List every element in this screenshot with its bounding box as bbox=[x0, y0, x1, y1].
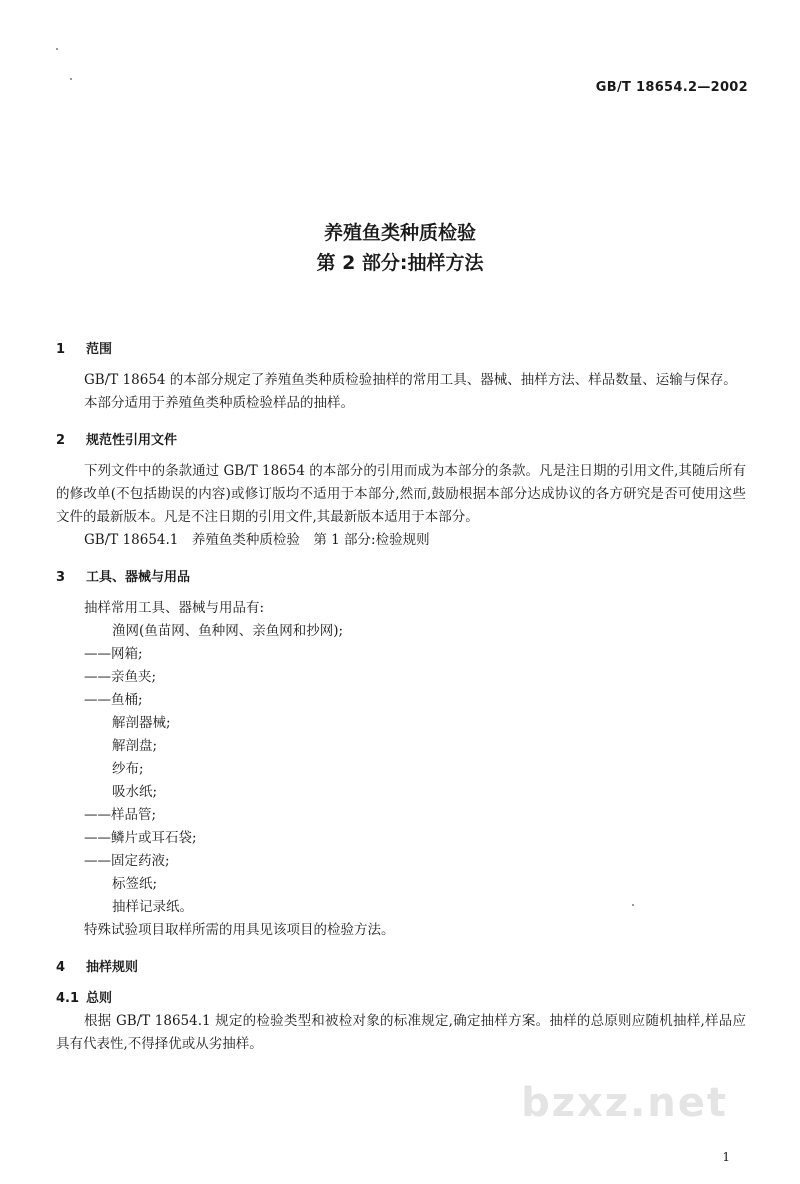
scan-speck bbox=[56, 48, 58, 50]
paragraph: 下列文件中的条款通过 GB/T 18654 的本部分的引用而成为本部分的条款。凡是注日期的引用文件,其随后所有的修改单(不包括勘误的内容)或修订版均不适用于本部分,然而,鼓励根据本部分达成协议的各方研究是否可使用这些文件的最新版本。凡是不注日期的引用文件,其最新版本适用于本部分。 bbox=[56, 463, 746, 525]
list-item: 渔网(鱼苗网、鱼种网、亲鱼网和抄网); bbox=[112, 623, 344, 639]
title-line-2: 第 2 部分:抽样方法 bbox=[316, 252, 484, 274]
section-number: 1 bbox=[56, 342, 66, 357]
scan-speck bbox=[70, 78, 72, 80]
list-item: 纱布; bbox=[112, 761, 144, 777]
section-title: 工具、器械与用品 bbox=[86, 570, 191, 585]
subsection-4-1-heading bbox=[56, 987, 746, 1010]
normative-reference: GB/T 18654.1 养殖鱼类种质检验 第 1 部分:检验规则 bbox=[84, 532, 430, 548]
section-title: 范围 bbox=[86, 342, 113, 357]
paragraph: 根据 GB/T 18654.1 规定的检验类型和被检对象的标准规定,确定抽样方案。抽样的总原则应随机抽样,样品应具有代表性,不得择优或从劣抽样。 bbox=[56, 1013, 746, 1052]
paragraph: 抽样常用工具、器械与用品有: bbox=[84, 600, 265, 616]
document-title bbox=[0, 218, 800, 278]
list-item: 吸水纸; bbox=[112, 784, 158, 800]
scan-speck bbox=[632, 904, 634, 906]
section-number: 2 bbox=[56, 433, 66, 448]
list-item: ——鳞片或耳石袋; bbox=[84, 830, 197, 846]
section-number: 3 bbox=[56, 570, 66, 585]
list-item: ——固定药液; bbox=[84, 853, 170, 869]
list-item: ——网箱; bbox=[84, 646, 143, 662]
document-body bbox=[56, 338, 746, 1056]
paragraph: GB/T 18654 的本部分规定了养殖鱼类种质检验抽样的常用工具、器械、抽样方法、样品数量、运输与保存。 bbox=[84, 372, 737, 388]
subsection-number: 4.1 bbox=[56, 991, 80, 1006]
standard-code: GB/T 18654.2—2002 bbox=[595, 80, 748, 95]
section-number: 4 bbox=[56, 960, 66, 975]
list-item: 标签纸; bbox=[112, 876, 158, 892]
section-3-heading bbox=[56, 566, 746, 589]
section-title: 抽样规则 bbox=[86, 960, 139, 975]
list-item: ——样品管; bbox=[84, 807, 157, 823]
section-2-heading bbox=[56, 429, 746, 452]
list-item: 解剖器械; bbox=[112, 715, 171, 731]
section-title: 规范性引用文件 bbox=[86, 433, 178, 448]
watermark: bzxz.net bbox=[521, 1080, 728, 1126]
list-item: ——鱼桶; bbox=[84, 692, 143, 708]
paragraph: 本部分适用于养殖鱼类种质检验样品的抽样。 bbox=[84, 395, 354, 411]
title-line-1: 养殖鱼类种质检验 bbox=[323, 222, 476, 244]
list-item: 抽样记录纸。 bbox=[112, 899, 193, 915]
page-number: 1 bbox=[722, 1150, 730, 1164]
list-item: ——亲鱼夹; bbox=[84, 669, 157, 685]
subsection-title: 总则 bbox=[86, 991, 113, 1006]
section-1-heading bbox=[56, 338, 746, 361]
list-item: 解剖盘; bbox=[112, 738, 158, 754]
section-4-heading bbox=[56, 956, 746, 979]
paragraph: 特殊试验项目取样所需的用具见该项目的检验方法。 bbox=[84, 922, 395, 938]
